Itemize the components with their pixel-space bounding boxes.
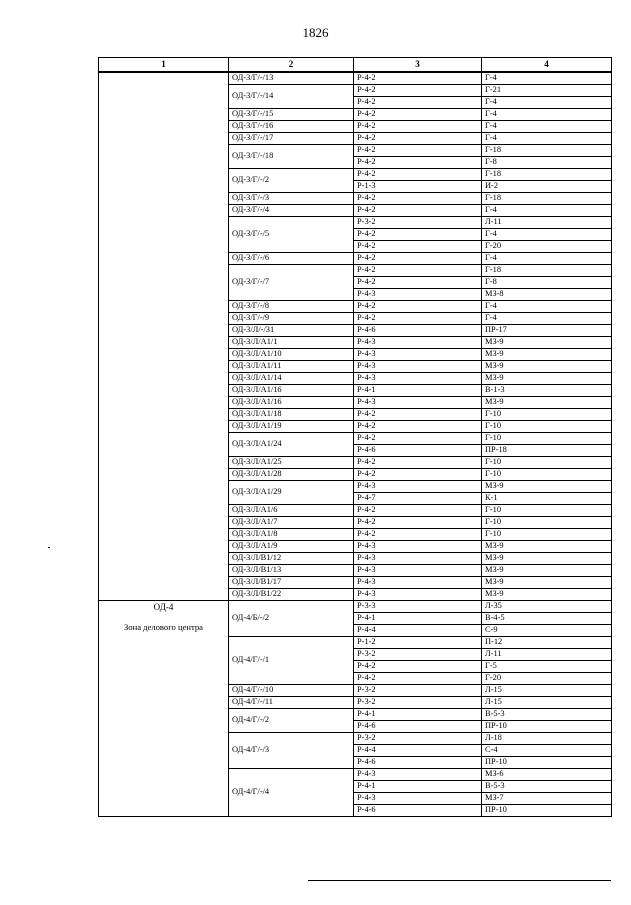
parameter-code-cell: К-1 — [482, 493, 612, 505]
regulation-code-cell: Р-3-2 — [354, 685, 482, 697]
parameter-code-cell: Г-10 — [482, 517, 612, 529]
regulation-code-cell: Р-4-2 — [354, 229, 482, 241]
parameter-code-cell: Г-4 — [482, 109, 612, 121]
regulation-code-cell: Р-4-2 — [354, 505, 482, 517]
territory-code-cell: ОД-4/Г/-/4 — [229, 769, 354, 817]
parameter-code-cell: Г-4 — [482, 253, 612, 265]
parameter-code-cell: Г-10 — [482, 505, 612, 517]
territory-code-cell: ОД-3/Г/-/8 — [229, 301, 354, 313]
regulation-code-cell: Р-4-3 — [354, 577, 482, 589]
parameter-code-cell: Г-20 — [482, 673, 612, 685]
regulation-code-cell: Р-4-2 — [354, 433, 482, 445]
territory-code-cell: ОД-3/Г/-/16 — [229, 121, 354, 133]
territory-code-cell: ОД-3/Л/А1/6 — [229, 505, 354, 517]
regulation-code-cell: Р-4-4 — [354, 625, 482, 637]
parameter-code-cell: Л-35 — [482, 601, 612, 613]
regulation-code-cell: Р-4-2 — [354, 313, 482, 325]
parameter-code-cell: Л-11 — [482, 649, 612, 661]
parameter-code-cell: Л-18 — [482, 733, 612, 745]
regulation-code-cell: Р-4-3 — [354, 349, 482, 361]
parameter-code-cell: Г-4 — [482, 229, 612, 241]
regulation-code-cell: Р-4-2 — [354, 661, 482, 673]
zone-code: ОД-4 — [153, 602, 174, 612]
parameter-code-cell: МЗ-9 — [482, 541, 612, 553]
territory-code-cell: ОД-3/Л/А1/7 — [229, 517, 354, 529]
parameter-code-cell: МЗ-6 — [482, 769, 612, 781]
territory-code-cell: ОД-3/Г/-/15 — [229, 109, 354, 121]
territory-code-cell: ОД-3/Л/А1/11 — [229, 361, 354, 373]
parameter-code-cell: Г-10 — [482, 529, 612, 541]
parameter-code-cell: МЗ-9 — [482, 361, 612, 373]
parameter-code-cell: Г-18 — [482, 193, 612, 205]
regulation-code-cell: Р-4-2 — [354, 301, 482, 313]
regulation-code-cell: Р-1-2 — [354, 637, 482, 649]
territory-code-cell: ОД-3/Г/-/3 — [229, 193, 354, 205]
regulation-code-cell: Р-4-6 — [354, 325, 482, 337]
regulation-code-cell: Р-4-6 — [354, 721, 482, 733]
regulation-code-cell: Р-4-2 — [354, 205, 482, 217]
regulation-code-cell: Р-4-2 — [354, 145, 482, 157]
parameter-code-cell: В-5-3 — [482, 781, 612, 793]
parameter-code-cell: МЗ-9 — [482, 577, 612, 589]
regulation-code-cell: Р-4-2 — [354, 97, 482, 109]
parameter-code-cell: МЗ-9 — [482, 481, 612, 493]
column-header-2: 2 — [229, 58, 354, 73]
parameter-code-cell: ПР-18 — [482, 445, 612, 457]
parameter-code-cell: П-12 — [482, 637, 612, 649]
territory-code-cell: ОД-3/Л/А1/18 — [229, 409, 354, 421]
territory-code-cell: ОД-3/Л/А1/19 — [229, 421, 354, 433]
regulation-code-cell: Р-3-2 — [354, 697, 482, 709]
territory-code-cell: ОД-3/Л/А1/16 — [229, 397, 354, 409]
regulation-code-cell: Р-4-2 — [354, 529, 482, 541]
regulation-code-cell: Р-4-3 — [354, 337, 482, 349]
territory-code-cell: ОД-3/Л/В1/17 — [229, 577, 354, 589]
parameter-code-cell: Л-15 — [482, 697, 612, 709]
regulation-code-cell: Р-4-3 — [354, 481, 482, 493]
territory-code-cell: ОД-4/Г/-/2 — [229, 709, 354, 733]
regulation-code-cell: Р-4-3 — [354, 793, 482, 805]
territory-code-cell: ОД-3/Г/-/14 — [229, 85, 354, 109]
territory-code-cell: ОД-3/Л/А1/28 — [229, 469, 354, 481]
territory-code-cell: ОД-3/Г/-/13 — [229, 72, 354, 85]
parameter-code-cell: Г-8 — [482, 277, 612, 289]
parameter-code-cell: В-1-3 — [482, 385, 612, 397]
zoning-regulations-table — [98, 57, 612, 817]
territory-code-cell: ОД-3/Л/А1/10 — [229, 349, 354, 361]
parameter-code-cell: Г-4 — [482, 72, 612, 85]
regulation-code-cell: Р-4-2 — [354, 241, 482, 253]
regulation-code-cell: Р-4-2 — [354, 72, 482, 85]
territory-code-cell: ОД-4/Б/-/2 — [229, 601, 354, 637]
regulation-code-cell: Р-4-3 — [354, 373, 482, 385]
parameter-code-cell: МЗ-9 — [482, 373, 612, 385]
parameter-code-cell: И-2 — [482, 181, 612, 193]
regulation-code-cell: Р-4-6 — [354, 805, 482, 817]
regulation-code-cell: Р-4-3 — [354, 289, 482, 301]
regulation-code-cell: Р-4-3 — [354, 565, 482, 577]
regulation-code-cell: Р-4-1 — [354, 781, 482, 793]
regulation-code-cell: Р-4-2 — [354, 421, 482, 433]
regulation-code-cell: Р-4-2 — [354, 121, 482, 133]
parameter-code-cell: Г-5 — [482, 661, 612, 673]
zone-cell — [99, 72, 229, 601]
parameter-code-cell: Г-10 — [482, 409, 612, 421]
parameter-code-cell: Г-4 — [482, 301, 612, 313]
parameter-code-cell: ПР-10 — [482, 757, 612, 769]
parameter-code-cell: В-5-3 — [482, 709, 612, 721]
regulation-code-cell: Р-4-2 — [354, 85, 482, 97]
zone-name: Зона делового центра — [124, 622, 203, 632]
regulation-code-cell: Р-4-2 — [354, 193, 482, 205]
parameter-code-cell: Г-18 — [482, 265, 612, 277]
parameter-code-cell: ПР-10 — [482, 805, 612, 817]
regulation-code-cell: Р-4-1 — [354, 385, 482, 397]
territory-code-cell: ОД-3/Г/-/9 — [229, 313, 354, 325]
parameter-code-cell: В-4-5 — [482, 613, 612, 625]
parameter-code-cell: Г-10 — [482, 421, 612, 433]
regulation-code-cell: Р-4-2 — [354, 265, 482, 277]
regulation-code-cell: Р-4-2 — [354, 409, 482, 421]
regulation-code-cell: Р-4-2 — [354, 253, 482, 265]
territory-code-cell: ОД-3/Л/А1/24 — [229, 433, 354, 457]
regulation-code-cell: Р-4-2 — [354, 517, 482, 529]
parameter-code-cell: МЗ-9 — [482, 397, 612, 409]
regulation-code-cell: Р-1-3 — [354, 181, 482, 193]
regulation-code-cell: Р-4-3 — [354, 361, 482, 373]
column-header-3: 3 — [354, 58, 482, 73]
regulation-code-cell: Р-4-2 — [354, 469, 482, 481]
regulation-code-cell: Р-4-2 — [354, 673, 482, 685]
parameter-code-cell: Г-10 — [482, 433, 612, 445]
table-row — [99, 601, 612, 613]
territory-code-cell: ОД-3/Г/-/6 — [229, 253, 354, 265]
regulation-code-cell: Р-4-7 — [354, 493, 482, 505]
territory-code-cell: ОД-4/Г/-/11 — [229, 697, 354, 709]
territory-code-cell: ОД-3/Л/А1/1 — [229, 337, 354, 349]
parameter-code-cell: Л-11 — [482, 217, 612, 229]
regulation-code-cell: Р-4-3 — [354, 769, 482, 781]
parameter-code-cell: С-9 — [482, 625, 612, 637]
regulation-code-cell: Р-4-4 — [354, 745, 482, 757]
territory-code-cell: ОД-3/Л/-/31 — [229, 325, 354, 337]
regulation-code-cell: Р-4-2 — [354, 457, 482, 469]
regulation-code-cell: Р-4-3 — [354, 397, 482, 409]
territory-code-cell: ОД-3/Л/А1/16 — [229, 385, 354, 397]
parameter-code-cell: МЗ-8 — [482, 289, 612, 301]
table-header-row — [99, 58, 612, 73]
parameter-code-cell: МЗ-9 — [482, 337, 612, 349]
territory-code-cell: ОД-3/Л/В1/22 — [229, 589, 354, 601]
parameter-code-cell: Г-21 — [482, 85, 612, 97]
regulation-code-cell: Р-4-2 — [354, 157, 482, 169]
territory-code-cell: ОД-4/Г/-/1 — [229, 637, 354, 685]
regulation-code-cell: Р-4-2 — [354, 169, 482, 181]
territory-code-cell: ОД-3/Г/-/2 — [229, 169, 354, 193]
territory-code-cell: ОД-4/Г/-/3 — [229, 733, 354, 769]
parameter-code-cell: Г-4 — [482, 133, 612, 145]
regulation-code-cell: Р-4-6 — [354, 757, 482, 769]
territory-code-cell: ОД-3/Г/-/5 — [229, 217, 354, 253]
territory-code-cell: ОД-3/Л/А1/29 — [229, 481, 354, 505]
parameter-code-cell: Г-4 — [482, 313, 612, 325]
parameter-code-cell: Г-10 — [482, 469, 612, 481]
zone-cell — [99, 601, 229, 817]
parameter-code-cell: МЗ-7 — [482, 793, 612, 805]
territory-code-cell: ОД-3/Л/В1/13 — [229, 565, 354, 577]
regulation-code-cell: Р-3-2 — [354, 217, 482, 229]
regulation-code-cell: Р-4-2 — [354, 133, 482, 145]
territory-code-cell: ОД-3/Л/А1/8 — [229, 529, 354, 541]
parameter-code-cell: МЗ-9 — [482, 349, 612, 361]
regulation-code-cell: Р-3-2 — [354, 649, 482, 661]
regulation-code-cell: Р-4-2 — [354, 109, 482, 121]
territory-code-cell: ОД-4/Г/-/10 — [229, 685, 354, 697]
regulation-code-cell: Р-4-3 — [354, 589, 482, 601]
parameter-code-cell: Г-4 — [482, 121, 612, 133]
regulation-code-cell: Р-4-1 — [354, 613, 482, 625]
parameter-code-cell: Г-10 — [482, 457, 612, 469]
parameter-code-cell: ПР-17 — [482, 325, 612, 337]
parameter-code-cell: МЗ-9 — [482, 589, 612, 601]
parameter-code-cell: Г-4 — [482, 205, 612, 217]
territory-code-cell: ОД-3/Г/-/18 — [229, 145, 354, 169]
territory-code-cell: ОД-3/Л/А1/9 — [229, 541, 354, 553]
territory-code-cell: ОД-3/Л/А1/25 — [229, 457, 354, 469]
regulation-code-cell: Р-4-1 — [354, 709, 482, 721]
parameter-code-cell: МЗ-9 — [482, 553, 612, 565]
parameter-code-cell: С-4 — [482, 745, 612, 757]
table-body — [99, 72, 612, 817]
regulation-code-cell: Р-3-3 — [354, 601, 482, 613]
parameter-code-cell: МЗ-9 — [482, 565, 612, 577]
parameter-code-cell: Г-8 — [482, 157, 612, 169]
parameter-code-cell: ПР-10 — [482, 721, 612, 733]
territory-code-cell: ОД-3/Л/А1/14 — [229, 373, 354, 385]
parameter-code-cell: Г-18 — [482, 145, 612, 157]
territory-code-cell: ОД-3/Л/В1/12 — [229, 553, 354, 565]
regulation-code-cell: Р-4-3 — [354, 553, 482, 565]
column-header-4: 4 — [482, 58, 612, 73]
parameter-code-cell: Г-4 — [482, 97, 612, 109]
territory-code-cell: ОД-3/Г/-/17 — [229, 133, 354, 145]
regulation-code-cell: Р-3-2 — [354, 733, 482, 745]
column-header-1: 1 — [99, 58, 229, 73]
parameter-code-cell: Г-20 — [482, 241, 612, 253]
parameter-code-cell: Г-18 — [482, 169, 612, 181]
territory-code-cell: ОД-3/Г/-/7 — [229, 265, 354, 301]
territory-code-cell: ОД-3/Г/-/4 — [229, 205, 354, 217]
footer-rule — [308, 880, 611, 881]
page-number: 1826 — [302, 25, 329, 40]
parameter-code-cell: Л-15 — [482, 685, 612, 697]
regulation-code-cell: Р-4-6 — [354, 445, 482, 457]
regulation-code-cell: Р-4-3 — [354, 541, 482, 553]
regulation-code-cell: Р-4-2 — [354, 277, 482, 289]
table-row — [99, 72, 612, 85]
margin-mark — [48, 547, 50, 548]
